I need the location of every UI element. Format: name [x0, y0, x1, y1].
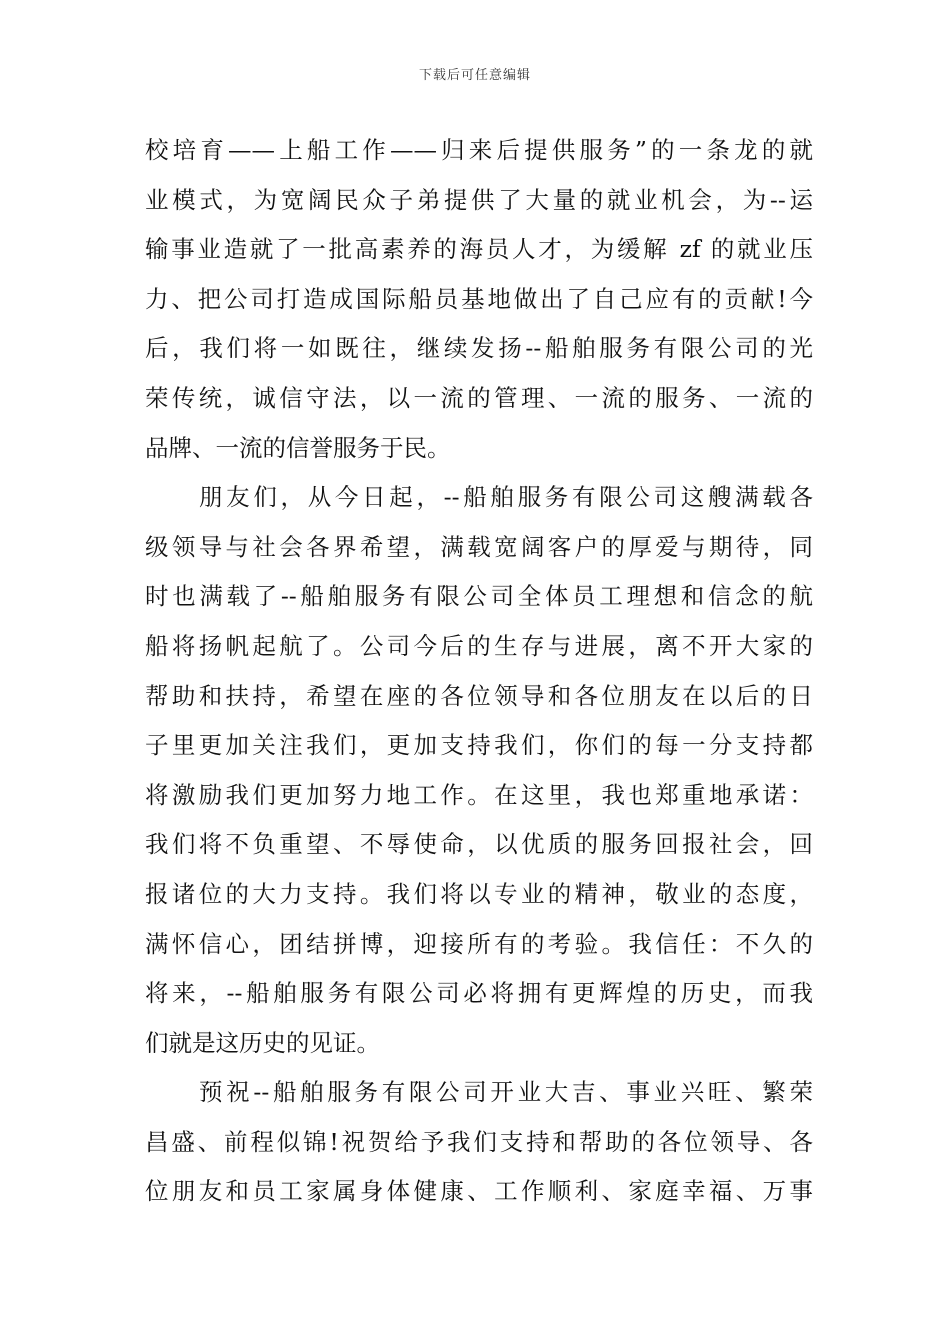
- text-line: 品牌、一流的信誉服务于民。: [145, 433, 451, 462]
- text-line: 校培育——上船工作——归来后提供服务”的一条龙的就: [145, 136, 813, 164]
- text-line: 满怀信心，团结拼博，迎接所有的考验。我信任：不久的: [145, 929, 813, 958]
- text-line: 昌盛、前程似锦!祝贺给予我们支持和帮助的各位领导、各: [145, 1127, 813, 1156]
- text-line: 荣传统，诚信守法，以一流的管理、一流的服务、一流的: [145, 383, 813, 412]
- text-line: 们就是这历史的见证。: [145, 1028, 380, 1057]
- text-line: 后，我们将一如既往，继续发扬--船舶服务有限公司的光: [145, 334, 813, 363]
- text-line: 级领导与社会各界希望，满载宽阔客户的厚爱与期待，同: [145, 532, 813, 561]
- text-line: 将来，--船舶服务有限公司必将拥有更辉煌的历史，而我: [145, 979, 813, 1008]
- page-header: 下载后可任意编辑: [418, 68, 531, 83]
- text-line: 朋友们，从今日起，--船舶服务有限公司这艘满载各: [199, 483, 813, 512]
- text-line: 预祝--船舶服务有限公司开业大吉、事业兴旺、繁荣: [199, 1078, 813, 1107]
- text-line: 业模式，为宽阔民众子弟提供了大量的就业机会，为--运: [145, 185, 813, 214]
- text-line: 位朋友和员工家属身体健康、工作顺利、家庭幸福、万事: [145, 1177, 813, 1206]
- text-line: 帮助和扶持，希望在座的各位领导和各位朋友在以后的日: [145, 681, 813, 710]
- text-line: 船将扬帆起航了。公司今后的生存与进展，离不开大家的: [145, 631, 813, 660]
- text-line: 我们将不负重望、不辱使命，以优质的服务回报社会，回: [145, 830, 813, 859]
- text-line: 将激励我们更加努力地工作。在这里，我也郑重地承诺：: [145, 780, 813, 809]
- text-line: 力、把公司打造成国际船员基地做出了自己应有的贡献!今: [145, 284, 813, 313]
- text-line: 报诸位的大力支持。我们将以专业的精神，敬业的态度，: [145, 879, 813, 908]
- text-line: 时也满载了--船舶服务有限公司全体员工理想和信念的航: [145, 582, 813, 611]
- text-line: 输事业造就了一批高素养的海员人才，为缓解 zf 的就业压: [145, 235, 813, 264]
- text-line: 子里更加关注我们，更加支持我们，你们的每一分支持都: [145, 731, 813, 760]
- document-body: [145, 126, 813, 1217]
